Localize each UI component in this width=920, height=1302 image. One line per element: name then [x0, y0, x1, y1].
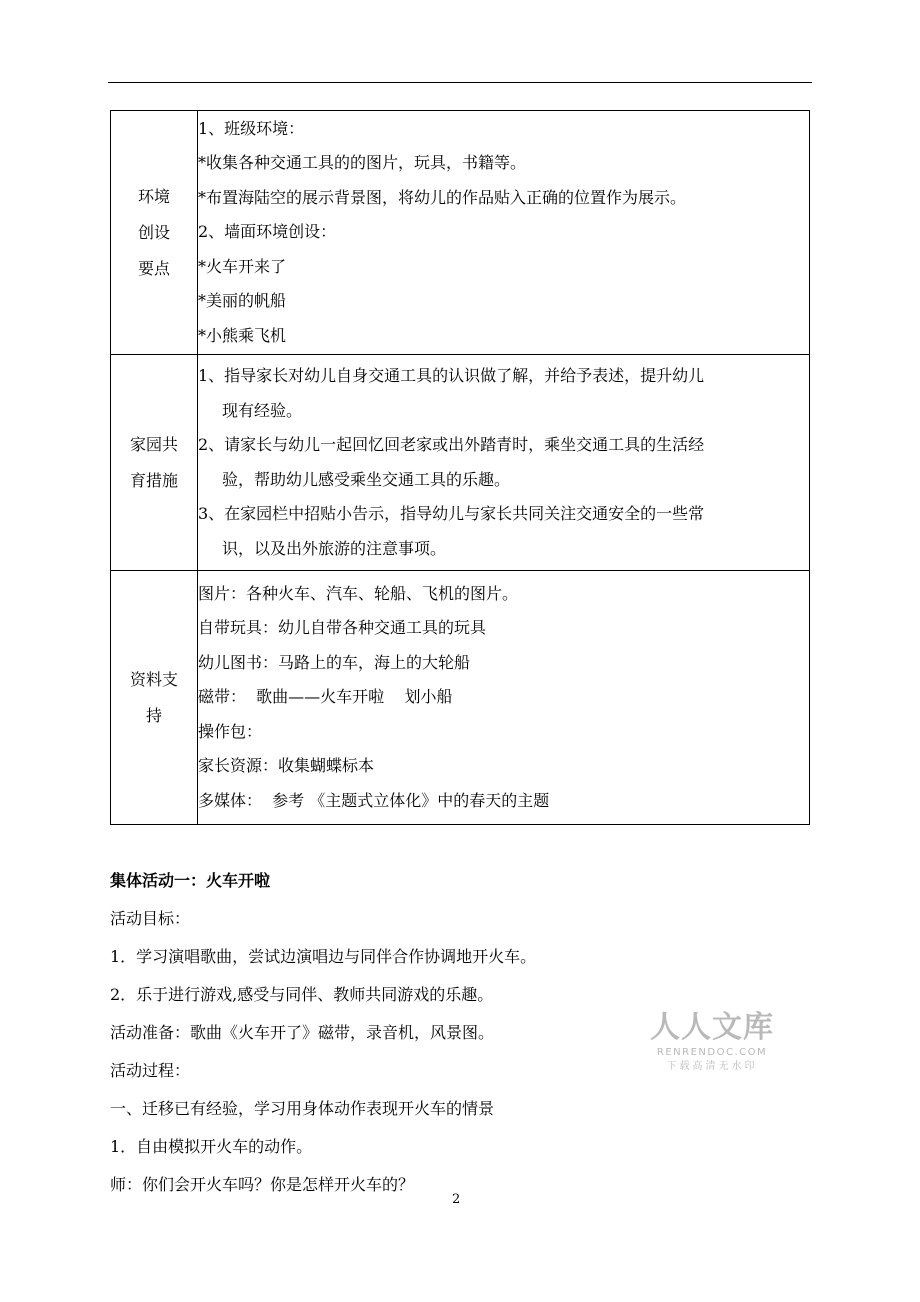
paragraph: 活动准备：歌曲《火车开了》磁带，录音机，风景图。 — [110, 1023, 495, 1042]
row-label-environment — [111, 111, 198, 355]
row-label-resources — [111, 571, 198, 825]
paragraph: 一、迁移已有经验，学习用身体动作表现开火车的情景 — [110, 1099, 495, 1118]
page-number: 2 — [452, 1192, 461, 1207]
paragraph: 师：你们会开火车吗？你是怎样开火车的？ — [110, 1175, 415, 1194]
list-item — [198, 359, 809, 428]
paragraph: 2．乐于进行游戏,感受与同伴、教师共同游戏的乐趣。 — [110, 985, 494, 1004]
item-first-line: 3、在家园栏中招贴小告示，指导幼儿与家长共同关注交通安全的一些常 — [198, 504, 705, 523]
label-line: 持 — [145, 705, 162, 725]
watermark-tag: 下载高清无水印 — [666, 1061, 758, 1072]
row-content-resources — [198, 571, 810, 825]
list-item — [198, 497, 809, 566]
paragraph: 1．自由模拟开火车的动作。 — [110, 1137, 313, 1156]
table-row-environment — [111, 111, 810, 355]
content-line: *布置海陆空的展示背景图，将幼儿的作品贴入正确的位置作为展示。 — [198, 187, 687, 207]
activity-title: 集体活动一：火车开啦 — [110, 871, 271, 890]
paragraph: 1．学习演唱歌曲，尝试边演唱边与同伴合作协调地开火车。 — [110, 947, 537, 966]
content-line: *美丽的帆船 — [198, 291, 287, 311]
watermark-logo — [642, 1010, 782, 1074]
item-continuation: 识，以及出外旅游的注意事项。 — [222, 538, 447, 558]
content-line: 图片：各种火车、汽车、轮船、飞机的图片。 — [198, 583, 519, 603]
content-line: 1、班级环境： — [198, 118, 305, 138]
watermark-main: 人人文库 — [650, 1010, 774, 1045]
plan-table — [110, 110, 810, 825]
paragraph: 活动过程： — [110, 1061, 191, 1080]
header-rule — [108, 82, 812, 83]
row-content-environment — [198, 111, 810, 355]
content-line: 幼儿图书：马路上的车，海上的大轮船 — [198, 652, 471, 672]
content-line: 操作包： — [198, 721, 263, 741]
label-line: 创设 — [137, 222, 170, 242]
content-line: *小熊乘飞机 — [198, 325, 287, 345]
label-line: 家园共 — [129, 434, 178, 454]
content-line: 2、墙面环境创设： — [198, 222, 337, 242]
watermark-sub: RENRENDOC.COM — [656, 1047, 768, 1058]
content-line: *火车开来了 — [198, 256, 287, 276]
item-continuation: 验，帮助幼儿感受乘坐交通工具的乐趣。 — [222, 469, 511, 489]
list-item — [198, 428, 809, 497]
paragraph: 活动目标： — [110, 909, 191, 928]
label-line: 育措施 — [129, 470, 178, 490]
content-line: 家长资源：收集蝴蝶标本 — [198, 756, 375, 776]
label-line: 要点 — [137, 258, 170, 278]
item-first-line: 1、指导家长对幼儿自身交通工具的认识做了解，并给予表述，提升幼儿 — [198, 366, 705, 385]
table-row-home-school — [111, 355, 810, 571]
table-row-resources — [111, 571, 810, 825]
content-line: 自带玩具：幼儿自带各种交通工具的玩具 — [198, 618, 487, 638]
item-first-line: 2、请家长与幼儿一起回忆回老家或出外踏青时，乘坐交通工具的生活经 — [198, 435, 705, 454]
label-line: 环境 — [137, 186, 170, 206]
content-line: *收集各种交通工具的的图片，玩具，书籍等。 — [198, 153, 527, 173]
content-line: 磁带： 歌曲——火车开啦 划小船 — [198, 687, 453, 707]
label-line: 资料支 — [129, 669, 178, 689]
content-line: 多媒体： 参考 《主题式立体化》中的春天的主题 — [198, 790, 550, 810]
item-continuation: 现有经验。 — [222, 400, 303, 420]
row-label-home-school — [111, 355, 198, 571]
row-content-home-school — [198, 355, 810, 571]
